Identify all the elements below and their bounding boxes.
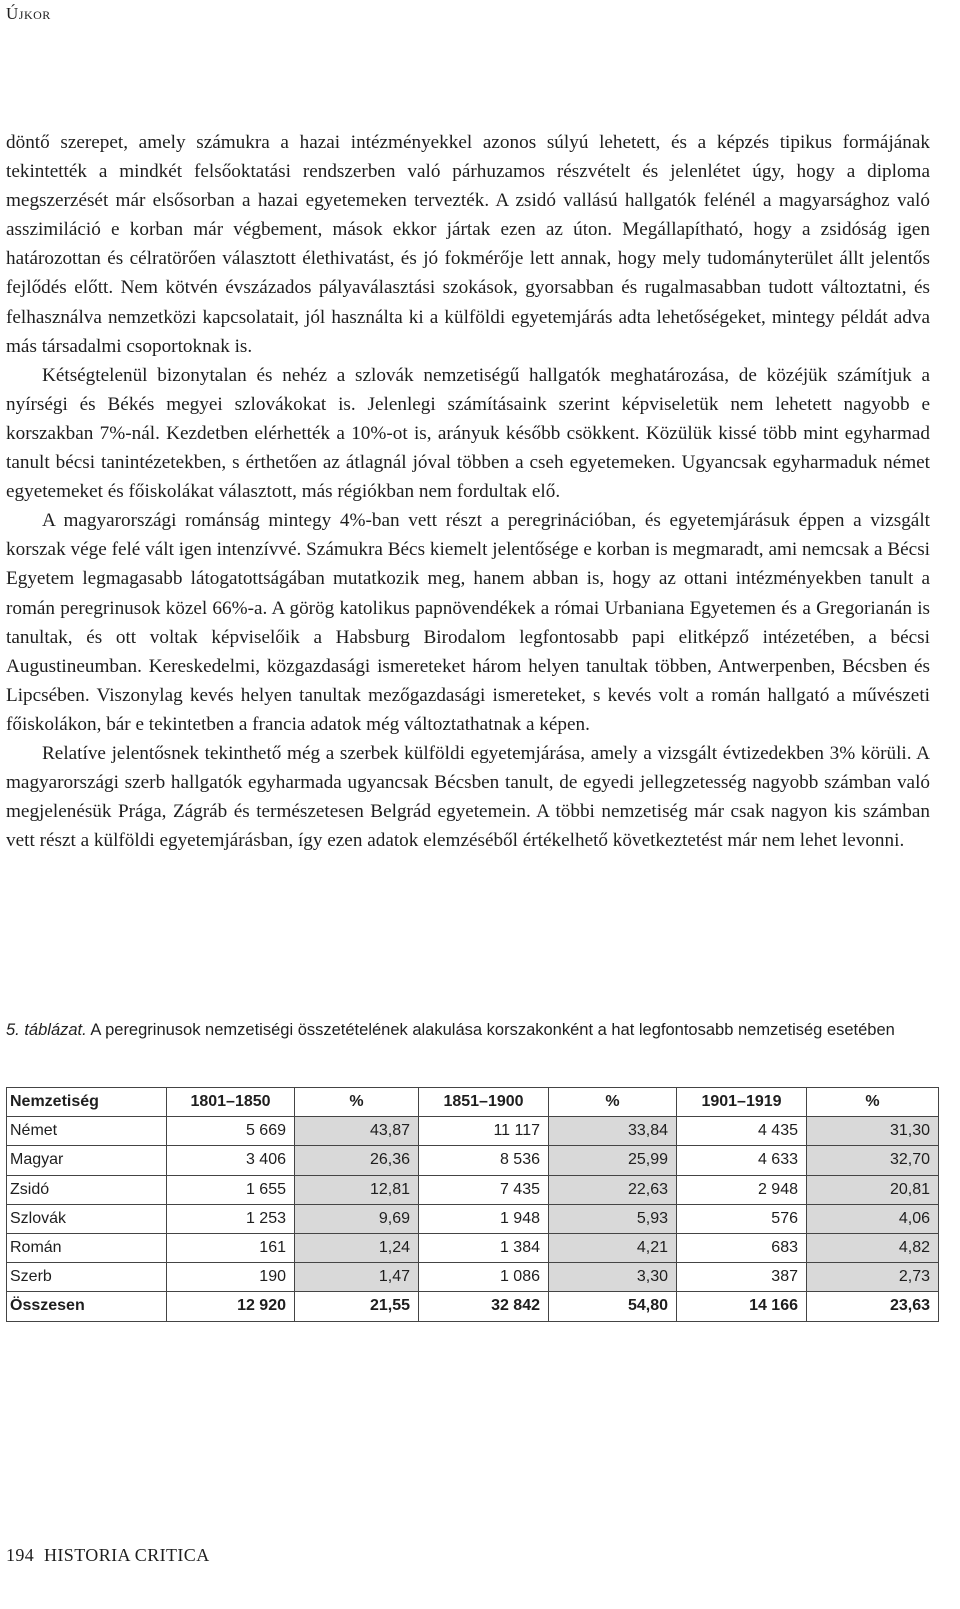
col-header-pct-3: % <box>807 1088 939 1117</box>
cell-count: 4 633 <box>677 1146 807 1175</box>
table-row <box>7 1204 939 1233</box>
table-row <box>7 1175 939 1204</box>
cell-total-count: 32 842 <box>419 1292 549 1321</box>
cell-count: 161 <box>167 1233 295 1262</box>
cell-total-percent: 54,80 <box>549 1292 677 1321</box>
cell-percent: 4,06 <box>807 1204 939 1233</box>
cell-percent: 12,81 <box>295 1175 419 1204</box>
cell-nationality: Magyar <box>7 1146 167 1175</box>
col-header-period-2: 1851–1900 <box>419 1088 549 1117</box>
table-header-row <box>7 1088 939 1117</box>
cell-count: 1 655 <box>167 1175 295 1204</box>
table-row <box>7 1146 939 1175</box>
cell-count: 683 <box>677 1233 807 1262</box>
col-header-nationality: Nemzetiség <box>7 1088 167 1117</box>
cell-count: 7 435 <box>419 1175 549 1204</box>
cell-count: 4 435 <box>677 1117 807 1146</box>
cell-percent: 5,93 <box>549 1204 677 1233</box>
paragraph: döntő szerepet, amely számukra a hazai intézményekkel azonos súlyú lehetett, és a képzés tipikus formájának tekintették a mindkét felsőoktatási rendszerben való párhuzamos részvételt és jelenlétet úgy, hogy a diploma megszerzését már elsősorban a hazai egyetemeken tervezték. A zsidó vallású hallgatók felénél a magyarsághoz való asszimiláció e korban már végbement, mások ekkor jártak ezen az úton. Megállapítható, hogy a zsidóság igen határozottan és célratörően választott élethivatást, és jó fokmérője lett annak, hogy mely tudományterület állt jelentős fejlődés előtt. Nem kötvén évszázados pályaválasztási szokások, gyorsabban és rugalmasabban tudott változtatni, és felhasználva nemzetközi kapcsolatait, jól használta ki a külföldi egyetemjárás adta lehetőségeket, mintegy példát adva más társadalmi csoportoknak is. <box>6 132 930 357</box>
page-footer <box>6 1545 210 1566</box>
running-head: Újkor <box>6 4 51 23</box>
cell-total-count: 14 166 <box>677 1292 807 1321</box>
body-text <box>6 128 930 855</box>
cell-count: 1 384 <box>419 1233 549 1262</box>
cell-count: 8 536 <box>419 1146 549 1175</box>
nationality-table <box>6 1087 939 1322</box>
cell-percent: 26,36 <box>295 1146 419 1175</box>
cell-percent: 31,30 <box>807 1117 939 1146</box>
cell-percent: 4,82 <box>807 1233 939 1262</box>
table-row <box>7 1263 939 1292</box>
cell-count: 1 086 <box>419 1263 549 1292</box>
cell-total-label: Összesen <box>7 1292 167 1321</box>
page-number: 194 <box>6 1545 35 1565</box>
cell-nationality: Szerb <box>7 1263 167 1292</box>
cell-count: 576 <box>677 1204 807 1233</box>
paragraph: Relatíve jelentősnek tekinthető még a szerbek külföldi egyetemjárása, amely a vizsgált évtizedekben 3% körüli. A magyarországi szerb hallgatók egyharmada ugyancsak Bécsben tanult, de egyedi jellegzetesség nagyobb számban való megjelenésük Prága, Zágráb és természetesen Belgrád egyetemein. A többi nemzetiség már csak nagyon kis számban vett részt a külföldi egyetemjárásban, így ezen adatok elemzéséből értékelhető következtetést már nem lehet levonni. <box>6 742 930 852</box>
cell-percent: 20,81 <box>807 1175 939 1204</box>
cell-count: 11 117 <box>419 1117 549 1146</box>
cell-percent: 33,84 <box>549 1117 677 1146</box>
cell-count: 3 406 <box>167 1146 295 1175</box>
cell-nationality: Szlovák <box>7 1204 167 1233</box>
cell-nationality: Német <box>7 1117 167 1146</box>
cell-percent: 25,99 <box>549 1146 677 1175</box>
cell-nationality: Zsidó <box>7 1175 167 1204</box>
cell-percent: 1,24 <box>295 1233 419 1262</box>
table-caption <box>6 1018 936 1043</box>
table-total-row <box>7 1292 939 1321</box>
cell-count: 2 948 <box>677 1175 807 1204</box>
col-header-pct-2: % <box>549 1088 677 1117</box>
cell-percent: 32,70 <box>807 1146 939 1175</box>
journal-title: HISTORIA CRITICA <box>44 1545 210 1565</box>
cell-count: 5 669 <box>167 1117 295 1146</box>
col-header-period-3: 1901–1919 <box>677 1088 807 1117</box>
cell-percent: 4,21 <box>549 1233 677 1262</box>
cell-percent: 3,30 <box>549 1263 677 1292</box>
cell-total-percent: 23,63 <box>807 1292 939 1321</box>
cell-count: 1 253 <box>167 1204 295 1233</box>
cell-count: 1 948 <box>419 1204 549 1233</box>
paragraph: A magyarországi románság mintegy 4%-ban vett részt a peregrinációban, és egyetemjárásuk éppen a vizsgált korszak vége felé vált igen intenzívvé. Számukra Bécs kiemelt jelentősége e korban is megmaradt, ami nemcsak a Bécsi Egyetem legmagasabb látogatottságában mutatkozik meg, hanem abban is, hogy az ottani intézményekben tanult a román peregrinusok közel 66%-a. A görög katolikus papnövendékek a római Urbaniana Egyetemen és a Gregorianán is tanultak, és ott voltak képviselőik a Habsburg Birodalom legfontosabb papi elitképző intézetében, a bécsi Augustineumban. Kereskedelmi, közgazdasági ismereteket három helyen tanultak többen, Antwerpenben, Bécsben és Lipcsében. Viszonylag kevés helyen tanultak mezőgazdasági ismereteket, s kevés volt a román hallgató a művészeti főiskolákon, bár e tekintetben a francia adatok még változtathatnak a képen. <box>6 510 930 735</box>
cell-nationality: Román <box>7 1233 167 1262</box>
cell-percent: 2,73 <box>807 1263 939 1292</box>
cell-count: 387 <box>677 1263 807 1292</box>
table-caption-text: A peregrinusok nemzetiségi összetételének alakulása korszakonként a hat legfontosabb nemzetiség esetében <box>86 1021 895 1039</box>
cell-percent: 9,69 <box>295 1204 419 1233</box>
cell-percent: 43,87 <box>295 1117 419 1146</box>
cell-percent: 22,63 <box>549 1175 677 1204</box>
paragraph: Kétségtelenül bizonytalan és nehéz a szlovák nemzetiségű hallgatók meghatározása, de közéjük számítjuk a nyírségi és Békés megyei szlovákokat is. Jelenlegi számításaink szerint képviseletük nem lehetett nagyobb e korszakban 7%-nál. Kezdetben elérhették a 10%-ot is, arányuk később csökkent. Közülük kissé több mint egyharmad tanult bécsi tanintézetekben, s érthetően az átlagnál jóval többen a cseh egyetemeken. Ugyancsak egyharmaduk német egyetemeket és főiskolákat választott, más régiókban nem fordultak elő. <box>6 364 930 503</box>
cell-percent: 1,47 <box>295 1263 419 1292</box>
cell-total-count: 12 920 <box>167 1292 295 1321</box>
cell-count: 190 <box>167 1263 295 1292</box>
col-header-period-1: 1801–1850 <box>167 1088 295 1117</box>
table-row <box>7 1117 939 1146</box>
table-caption-label: 5. táblázat. <box>6 1021 87 1039</box>
table-row <box>7 1233 939 1262</box>
cell-total-percent: 21,55 <box>295 1292 419 1321</box>
col-header-pct-1: % <box>295 1088 419 1117</box>
